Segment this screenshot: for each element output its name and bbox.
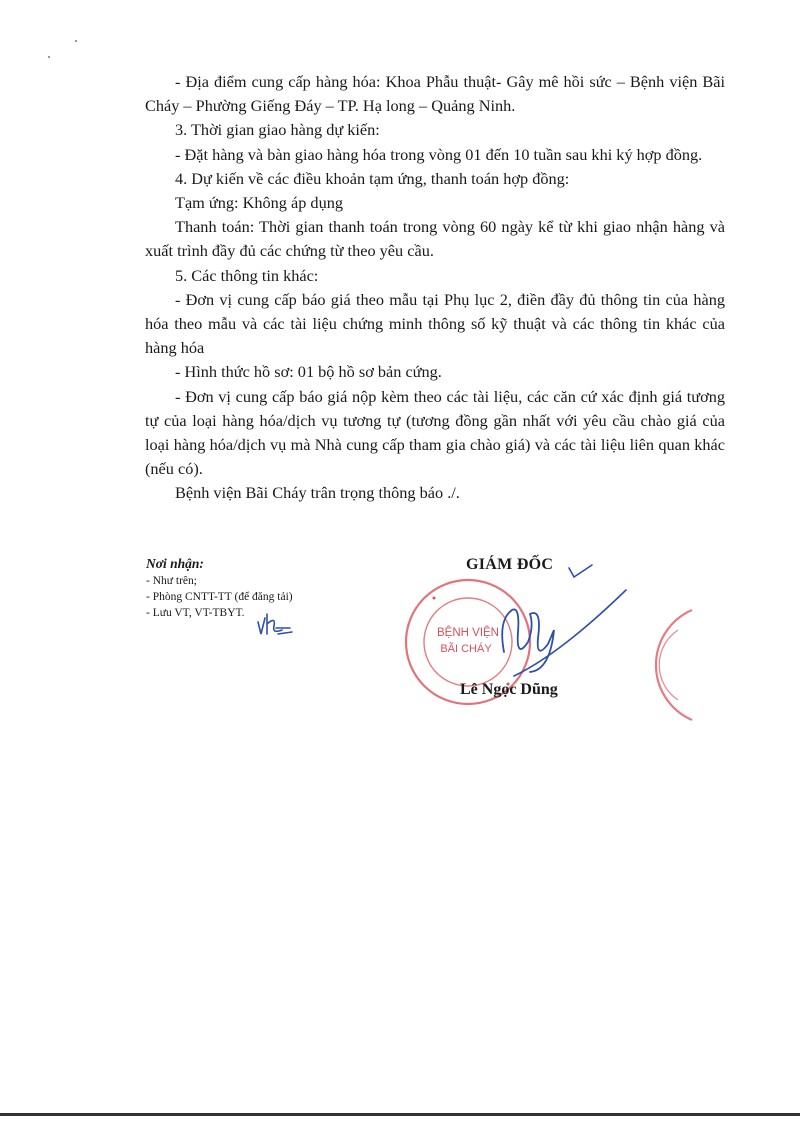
section-5-heading: 5. Các thông tin khác:	[175, 265, 319, 285]
supporting-documents: - Đơn vị cung cấp báo giá nộp kèm theo các tài liệu, các căn cứ xác định giá tương tự của loại hàng hóa/dịch vụ tương tự (tương đồng gần nhất với yêu cầu chào giá của loại hàng hóa/dịch vụ mà Nhà cung cấp tham gia chào giá) và các tài liệu liên quan khác (nếu có).	[145, 386, 725, 479]
recipient-item: - Lưu VT, VT-TBYT.	[146, 607, 245, 619]
scan-speck	[48, 56, 50, 58]
handwritten-initials	[252, 608, 296, 638]
recipient-item: - Như trên;	[146, 575, 197, 587]
delivery-time: - Đặt hàng và bàn giao hàng hóa trong vòng 01 đến 10 tuần sau khi ký hợp đồng.	[175, 144, 703, 164]
seal-text-line1: BỆNH VIỆN	[437, 627, 499, 639]
seal-text-line2: BÃI CHÁY	[440, 643, 492, 655]
recipients-heading: Nơi nhận:	[146, 556, 204, 571]
partial-seal	[648, 600, 718, 730]
closing-notice: Bệnh viện Bãi Cháy trân trọng thông báo ./.	[175, 483, 460, 503]
scan-edge-line	[0, 1113, 800, 1116]
document-body	[145, 70, 725, 506]
director-title: GIÁM ĐỐC	[466, 556, 554, 573]
section-3-heading: 3. Thời gian giao hàng dự kiến:	[175, 120, 380, 140]
quote-form-info: - Đơn vị cung cấp báo giá theo mẫu tại Phụ lục 2, điền đầy đủ thông tin của hàng hóa theo mẫu và các tài liệu chứng minh thông số kỹ thuật và các thông tin khác của hàng hóa	[145, 289, 725, 358]
delivery-location: - Địa điểm cung cấp hàng hóa: Khoa Phẫu thuật- Gây mê hồi sức – Bệnh viện Bãi Cháy – Phường Giếng Đáy – TP. Hạ long – Quảng Ninh.	[145, 72, 725, 116]
payment-terms: Thanh toán: Thời gian thanh toán trong vòng 60 ngày kể từ khi giao nhận hàng và xuất trình đầy đủ các chứng từ theo yêu cầu.	[145, 217, 725, 261]
director-name: Lê Ngọc Dũng	[460, 681, 558, 698]
recipient-item: - Phòng CNTT-TT (để đăng tải)	[146, 591, 293, 603]
checkmark-icon	[566, 560, 596, 580]
dossier-format: - Hình thức hồ sơ: 01 bộ hồ sơ bản cứng.	[175, 362, 442, 382]
section-4-heading: 4. Dự kiến về các điều khoản tạm ứng, thanh toán hợp đồng:	[175, 168, 570, 188]
scan-speck	[75, 40, 77, 42]
advance-payment: Tạm ứng: Không áp dụng	[175, 193, 343, 213]
